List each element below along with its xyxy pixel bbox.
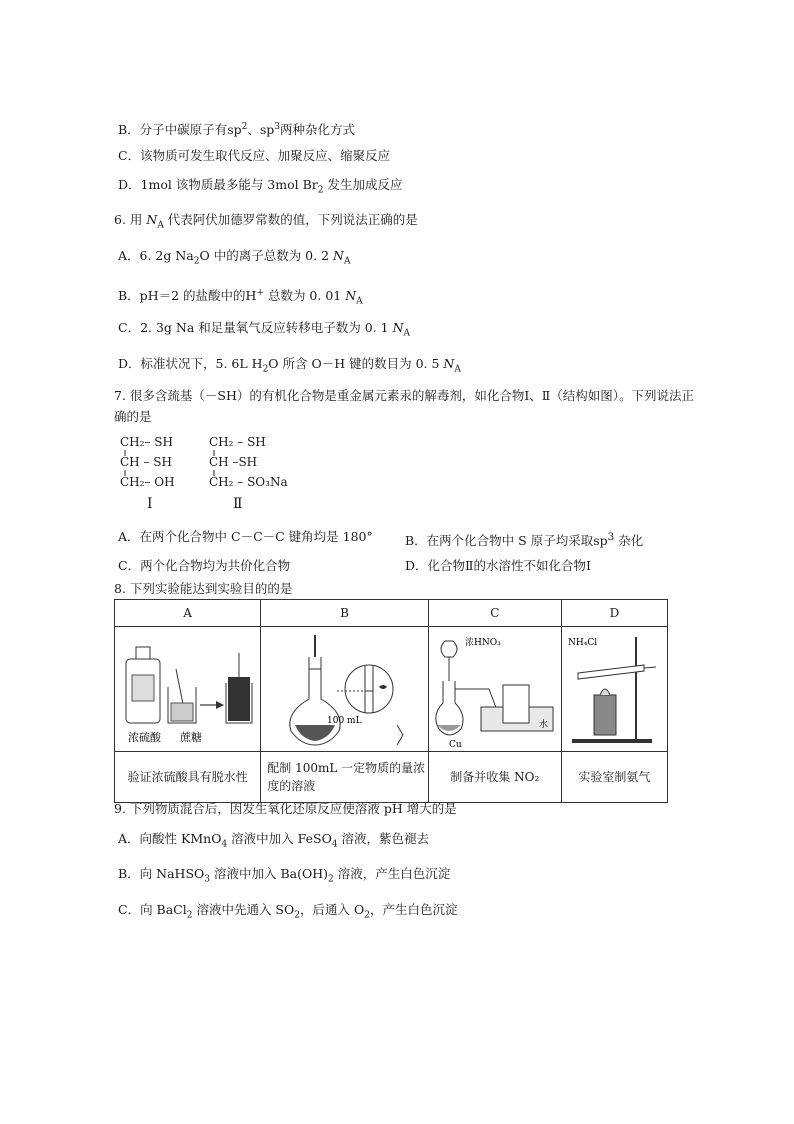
header-c: C — [428, 600, 561, 627]
q5-option-b: B．分子中碳原子有$sp^2$、$sp^3$两种杂化方式 — [118, 122, 356, 138]
header-d: D — [561, 600, 667, 627]
apparatus-d-image — [561, 627, 667, 752]
q6-option-c: C．2. 3g Na 和足量氧气反应转移电子数为 0. 1 $N_A$ — [118, 320, 410, 339]
q7-option-a: A．在两个化合物中 C－C－C 键角均是 180° — [118, 529, 373, 544]
q6-option-a: A．6. 2g $Na_2O$ 中的离子总数为 0. 2 $N_A$ — [118, 248, 351, 267]
label-nh4cl: NH₄Cl — [568, 638, 598, 648]
header-a: A — [115, 600, 261, 627]
apparatus-b-image — [261, 627, 429, 752]
apparatus-c-image — [428, 627, 561, 752]
compound-2-label: Ⅱ — [233, 496, 243, 512]
experiment-table — [114, 599, 668, 803]
q7-option-d: D．化合物Ⅱ的水溶性不如化合物Ⅰ — [405, 558, 591, 573]
label-cu: Cu — [448, 740, 462, 749]
q6-stem: 6. 用 $N_A$ 代表阿伏加德罗常数的值，下列说法正确的是 — [114, 212, 418, 231]
q7-stem-line2: 确的是 — [114, 409, 152, 424]
q9-option-b: B．向 NaHSO$_3$ 溶液中加入 $Ba(OH)_2$ 溶液，产生白色沉淀 — [118, 866, 451, 885]
q7-option-b: B．在两个化合物中 S 原子均采取$sp^3$ 杂化 — [405, 531, 644, 549]
label-conc-hno3: 浓HNO₃ — [464, 638, 501, 648]
apparatus-a-image — [115, 627, 261, 752]
compound-1-label: Ⅰ — [147, 496, 153, 512]
label-water: 水 — [538, 720, 548, 730]
q8-stem: 8. 下列实验能达到实验目的的是 — [114, 581, 293, 596]
q6-option-b: B．pH＝2 的盐酸中的H+ 总数为 0. 01 $N_A$ — [118, 288, 363, 307]
label-conc-sulfuric: 浓硫酸 — [127, 731, 161, 744]
caption-d: 实验室制氨气 — [561, 752, 667, 803]
caption-b: 配制 100mL 一定物质的量浓 度的溶液 — [261, 752, 429, 803]
caption-c: 制备并收集 NO₂ — [428, 752, 561, 803]
compound-2-structure: CH₂ – SH CH –SH CH₂ – SO₃Na — [209, 435, 288, 489]
q6-option-d: D．标准状况下，5. 6L $H_2O$ 所含 O－H 键的数目为 0. 5 $N_A$ — [118, 356, 461, 375]
q9-stem: 9. 下列物质混合后，因发生氧化还原反应使溶液 pH 增大的是 — [114, 801, 457, 816]
q9-option-c: C．向 BaCl$_2$ 溶液中先通入 $SO_2$，后通入 $O_2$，产生白色沉淀 — [118, 902, 458, 921]
label-100ml: 100 mL — [326, 716, 362, 726]
header-b: B — [261, 600, 429, 627]
q7-stem-line1: 7. 很多含巯基（－SH）的有机化合物是重金属元素汞的解毒剂，如化合物Ⅰ、Ⅱ（结构如图）。下列说法正 — [114, 388, 695, 403]
q5-option-c: C．该物质可发生取代反应、加聚反应、缩聚反应 — [118, 148, 391, 163]
caption-a: 验证浓硫酸具有脱水性 — [115, 752, 261, 803]
q7-option-c: C．两个化合物均为共价化合物 — [118, 558, 291, 573]
label-sucrose: 蔗糖 — [179, 731, 202, 744]
compound-1-structure: CH₂– SH CH – SH CH₂– OH — [120, 435, 175, 489]
q5-option-d: D．1mol 该物质最多能与 3mol $Br_2$ 发生加成反应 — [118, 177, 403, 196]
q9-option-a: A．向酸性 KMnO$_4$ 溶液中加入 FeSO$_4$ 溶液，紫色褪去 — [118, 831, 430, 850]
